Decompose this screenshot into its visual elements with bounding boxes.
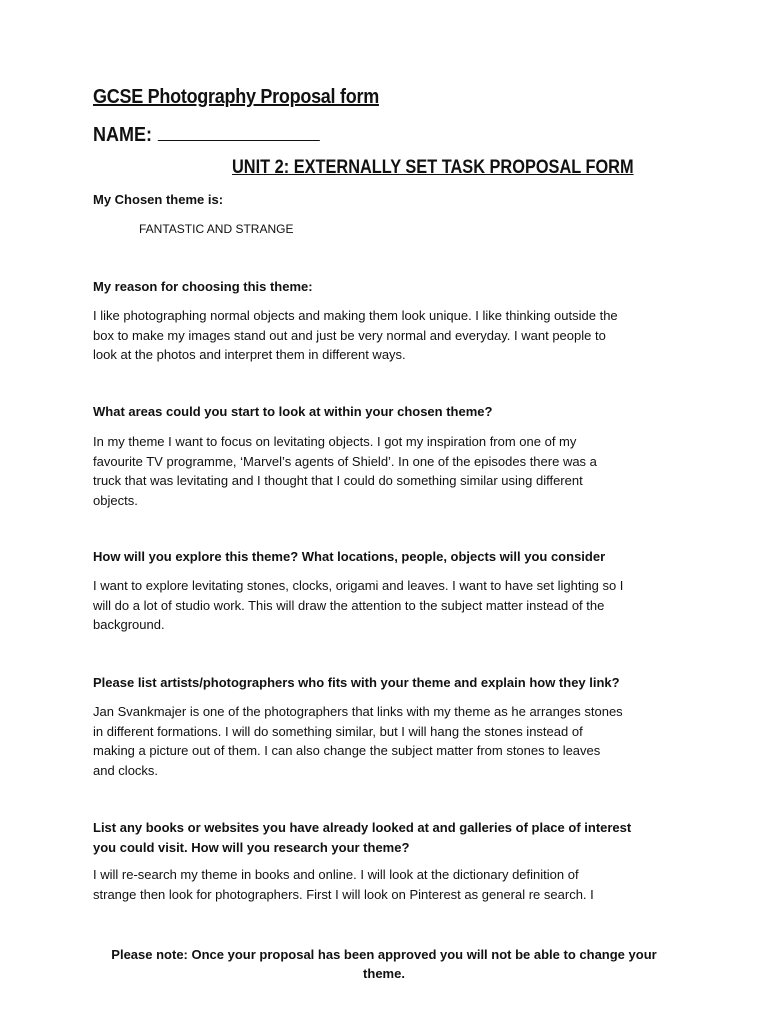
question-line: List any books or websites you have already looked at and galleries of place of interest [93, 820, 632, 835]
answer-line: objects. [93, 492, 138, 508]
form-title: GCSE Photography Proposal form [93, 86, 379, 108]
answer-line: Jan Svankmajer is one of the photographers that links with my theme as he arranges stones [93, 704, 623, 719]
artists-question: Please list artists/photographers who fits with your theme and explain how they link? [93, 675, 620, 690]
answer-line: I like photographing normal objects and making them look unique. I like thinking outside the [93, 308, 618, 323]
answer-line: I will re-search my theme in books and online. I will look at the dictionary definition of [93, 867, 579, 882]
answer-line: favourite TV programme, ‘Marvel’s agents of Shield’. In one of the episodes there was a [93, 453, 597, 469]
artists-answer [93, 702, 683, 780]
note-line: theme. [363, 966, 405, 981]
explore-question: How will you explore this theme? What locations, people, objects will you consider [93, 549, 606, 564]
theme-question: My Chosen theme is: [93, 192, 224, 207]
research-question [93, 818, 683, 857]
answer-line: making a picture out of them. I can also change the subject matter from stones to leaves [93, 743, 601, 758]
answer-line: In my theme I want to focus on levitating objects. I got my inspiration from one of my [93, 434, 577, 449]
question-line: you could visit. How will you research your theme? [93, 839, 410, 855]
areas-answer [93, 432, 683, 510]
reason-question: My reason for choosing this theme: [93, 279, 313, 294]
answer-line: box to make my images stand out and just be very normal and everyday. I want people to [93, 327, 606, 343]
name-label: NAME: [93, 124, 152, 146]
name-row [93, 122, 319, 147]
answer-line: will do a lot of studio work. This will draw the attention to the subject matter instead of the [93, 597, 605, 613]
approval-note [93, 945, 675, 983]
theme-answer: FANTASTIC AND STRANGE [139, 222, 294, 236]
answer-line: strange then look for photographers. First I will look on Pinterest as general re search. I [93, 886, 594, 902]
explore-answer [93, 576, 683, 635]
answer-line: background. [93, 617, 165, 632]
answer-line: in different formations. I will do something similar, but I will hang the stones instead of [93, 723, 583, 739]
answer-line: look at the photos and interpret them in different ways. [93, 347, 406, 362]
answer-line: truck that was levitating and I thought that I could do something similar using different [93, 473, 583, 488]
reason-answer [93, 306, 683, 365]
answer-line: I want to explore levitating stones, clocks, origami and leaves. I want to have set lighting so I [93, 578, 624, 593]
note-line: Please note: Once your proposal has been approved you will not be able to change your [111, 947, 657, 962]
unit-title: UNIT 2: EXTERNALLY SET TASK PROPOSAL FORM [232, 157, 634, 178]
name-blank-line [157, 122, 319, 141]
research-answer [93, 865, 683, 904]
areas-question: What areas could you start to look at within your chosen theme? [93, 404, 493, 419]
answer-line: and clocks. [93, 762, 159, 778]
